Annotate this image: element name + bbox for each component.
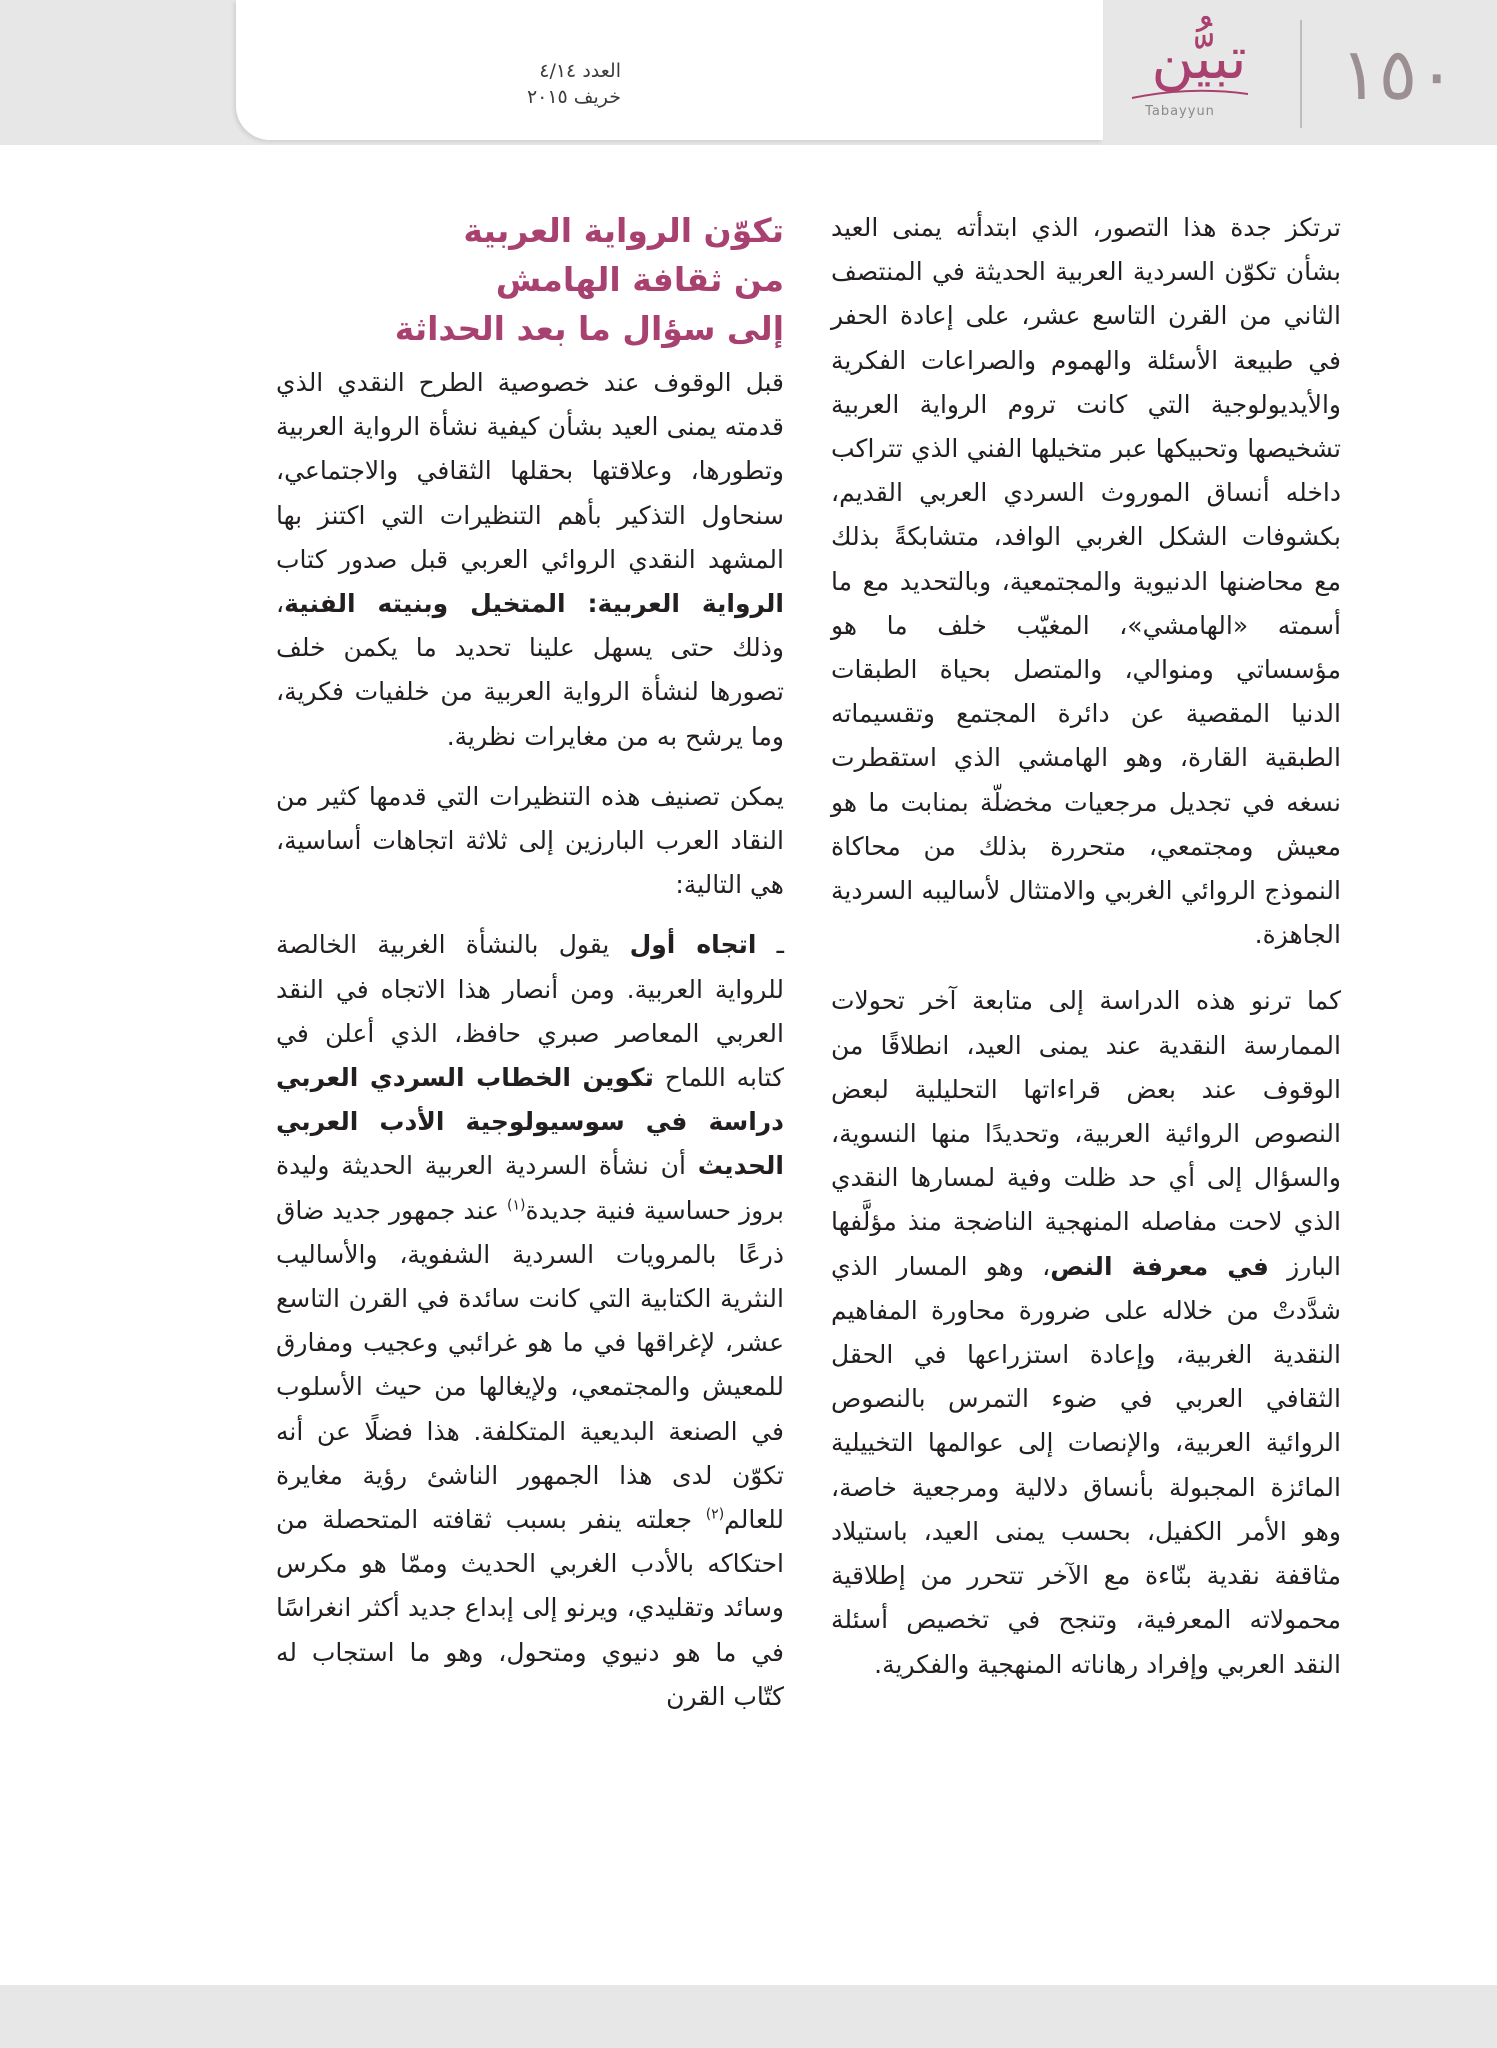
right-column — [831, 206, 1341, 1687]
term: اتجاه أول — [629, 930, 757, 960]
paragraph: ـ اتجاه أول يقول بالنشأة الغربية الخالصة للرواية العربية. ومن أنصار هذا الاتجاه في النقد العربي المعاصر صبري حافظ، الذي أعلن في كتابه اللماح تكوين الخطاب السردي العربي دراسة في سوسيولوجية الأدب العربي الحديث أن نشأة السردية العربية الحديثة وليدة بروز حساسية فنية جديدة$^{(١)}$ عند جمهور جديد ضاق ذرعًا بالمرويات السردية الشفوية، والأساليب النثرية الكتابية التي كانت سائدة في القرن التاسع عشر، لإغراقها في ما هو غرائبي وعجيب ومفارق للمعيش والمجتمعي، ولإيغالها من حيث الأسلوب في الصنعة البديعية المتكلفة. هذا فضلًا عن أنه تكوّن لدى هذا الجمهور الناشئ رؤية مغايرة للعالم$^{(٢)}$ جعلته ينفر بسبب ثقافته المتحصلة من احتكاكه بالأدب الغربي الحديث وممّا هو مكرس وسائد وتقليدي، ويرنو إلى إبداع جديد أكثر انغراسًا في ما هو دنيوي ومتحول، وهو ما استجاب له كتّاب القرن — [276, 930, 784, 1711]
paragraph: يمكن تصنيف هذه التنظيرات التي قدمها كثير من النقاد العرب البارزين إلى ثلاثة اتجاهات أساسية، هي التالية: — [276, 781, 784, 900]
section-title: تكوّن الرواية العربية من ثقافة الهامش إلى سؤال ما بعد الحداثة — [394, 211, 784, 348]
paragraph: قبل الوقوف عند خصوصية الطرح النقدي الذي قدمته يمنى العيد بشأن كيفية نشأة الرواية العربية وتطورها، وعلاقتها بحقلها الثقافي والاجتماعي، سنحاول التذكير بأهم التنظيرات التي اكتنز بها المشهد النقدي الروائي العربي قبل صدور كتاب الرواية العربية: المتخيل وبنيته الفنية، وذلك حتى يسهل علينا تحديد ما يكمن خلف تصورها لنشأة الرواية العربية من خلفيات فكرية، وما يرشح به من مغايرات نظرية. — [276, 368, 784, 751]
journal-logo — [1120, 26, 1280, 126]
paragraph: كما ترنو هذه الدراسة إلى متابعة آخر تحولات الممارسة النقدية عند يمنى العيد، انطلاقًا من الوقوف عند بعض قراءاتها التحليلية لبعض النصوص الروائية العربية، وتحديدًا منها النسوية، والسؤال إلى أي حد ظلت وفية لمسارها النقدي الذي لاحت مفاصله المنهجية الناضجة منذ مؤلَّفها البارز في معرفة النص، وهو المسار الذي شدَّدتْ من خلاله على ضرورة محاورة المفاهيم النقدية الغربية، وإعادة استزراعها في الحقل الثقافي العربي في ضوء التمرس بالنصوص الروائية العربية، والإنصات إلى عوالمها التخييلية المائزة المجبولة بأنساق دلالية ومرجعية خاصة، وهو الأمر الكفيل، بحسب يمنى العيد، باستيلاد مثاقفة نقدية بنّاءة مع الآخر تتحرر من إطلاقية محمولاته المعرفية، وتنجح في تخصيص أسئلة النقد العربي وإفراد رهاناته المنهجية والفكرية. — [831, 986, 1341, 1679]
page-number: ١٥٠ — [1339, 32, 1456, 116]
footnote-ref[interactable]: (١) — [507, 1197, 526, 1214]
issue-number: العدد ٤/١٤ — [539, 60, 621, 82]
logo-latin: Tabayyun — [1145, 104, 1215, 119]
issue-info — [501, 58, 621, 110]
footer-band — [0, 1985, 1497, 2048]
left-column — [276, 206, 784, 1735]
paragraph: ترتكز جدة هذا التصور، الذي ابتدأته يمنى العيد بشأن تكوّن السردية العربية الحديثة في المنتصف الثاني من القرن التاسع عشر، على إعادة الحفر في طبيعة الأسئلة والهموم والصراعات الفكرية والأيديولوجية التي كانت تروم الرواية العربية تشخيصها وتحبيكها عبر متخيلها الفني الذي تتراكب داخله أنساق الموروث السردي العربي القديم، بكشوفات الشكل الغربي الوافد، متشابكةً بذلك مع محاضنها الدنيوية والمجتمعية، وبالتحديد مع ما أسمته «الهامشي»، المغيّب خلف ما هو مؤسساتي ومنوالي، والمتصل بحياة الطبقات الدنيا المقصية عن دائرة المجتمع وتقسيماته الطبقية القارة، وهو الهامشي الذي استقطرت نسغه في تجديل مرجعيات مخضلّة بمنابت ما هو معيش ومجتمعي، متحررة بذلك من محاكاة النموذج الروائي الغربي والامتثال لأساليبه السردية الجاهزة. — [831, 213, 1341, 950]
header-card — [236, 0, 1103, 140]
book-title: في معرفة النص — [1050, 1251, 1269, 1281]
footnote-ref[interactable]: (٢) — [705, 1506, 725, 1523]
book-title: الرواية العربية: المتخيل وبنيته الفنية — [284, 589, 784, 619]
logo-swoosh-icon — [1130, 84, 1250, 104]
issue-season: خريف ٢٠١٥ — [526, 86, 621, 108]
logo-arabic: تبيُّن — [1151, 24, 1247, 92]
book-title: تكوين الخطاب السردي العربي دراسة في سوسيولوجية الأدب العربي الحديث — [276, 1063, 784, 1181]
header-divider — [1300, 20, 1302, 128]
